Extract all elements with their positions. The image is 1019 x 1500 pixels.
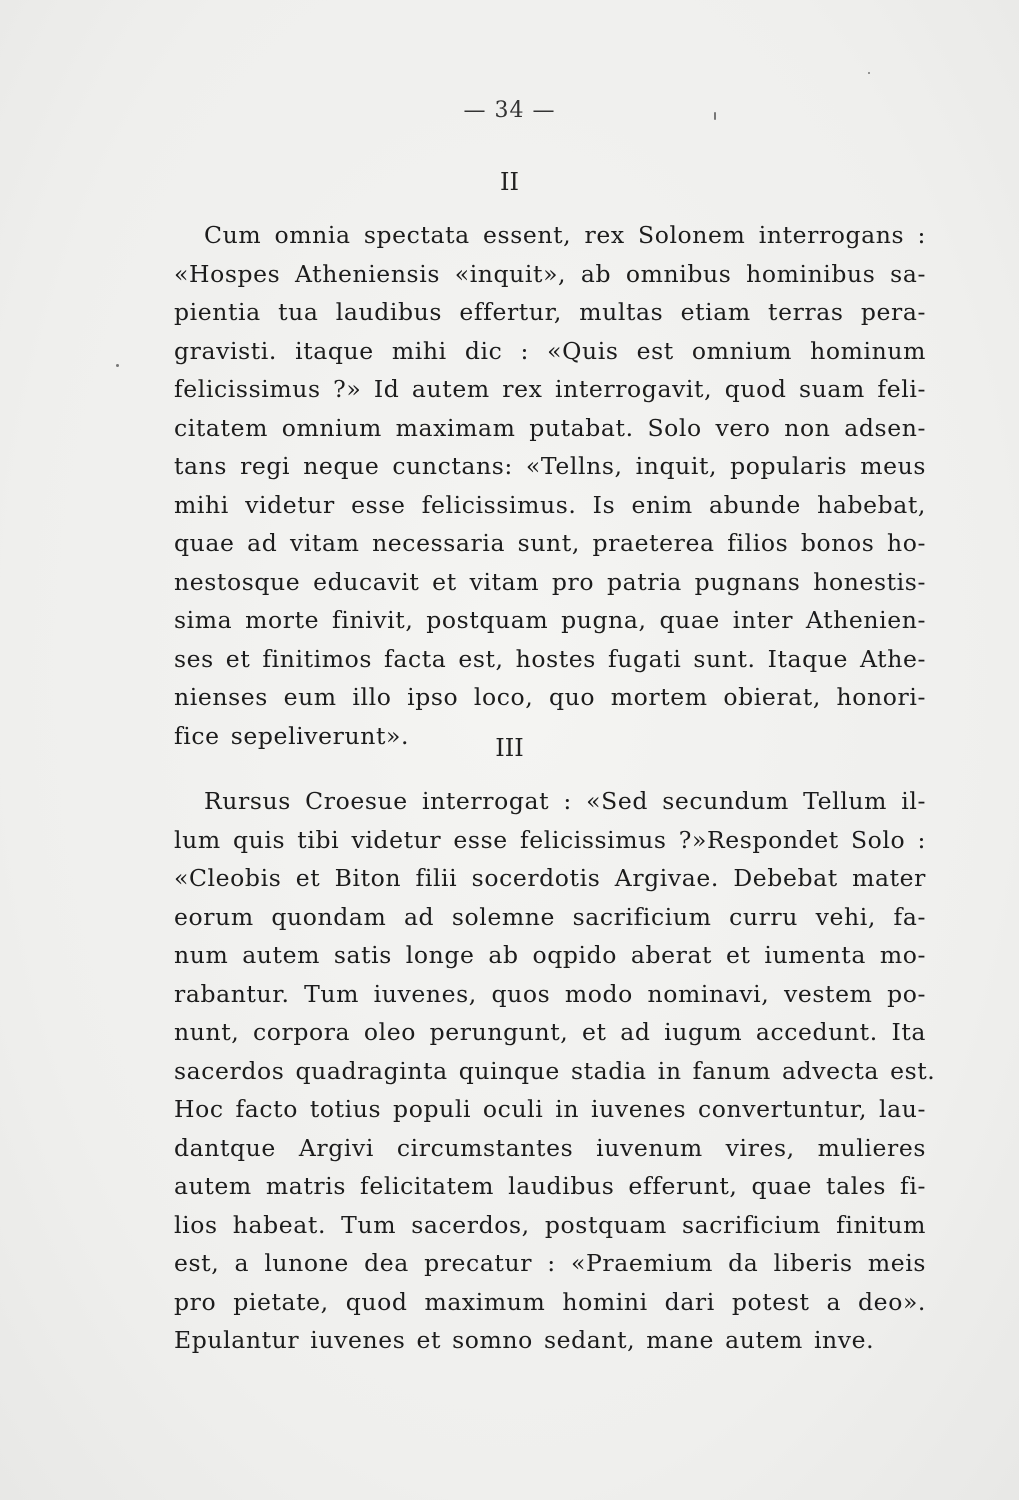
paper-speck bbox=[116, 364, 119, 367]
text-line: Hoc facto totius populi oculi in iuvenes convertuntur, lau- bbox=[174, 1095, 926, 1123]
text-line: quae ad vitam necessaria sunt, praeterea filios bonos ho- bbox=[174, 529, 926, 557]
text-line: num autem satis longe ab oqpido aberat et iumenta mo- bbox=[174, 941, 926, 969]
text-line: autem matris felicitatem laudibus efferunt, quae tales fi- bbox=[174, 1172, 926, 1200]
section-heading-iii: III bbox=[495, 734, 524, 762]
text-line: felicissimus ?» Id autem rex interrogavit, quod suam feli- bbox=[174, 375, 926, 403]
text-line: citatem omnium maximam putabat. Solo vero non adsen- bbox=[174, 413, 926, 442]
text-line: rabantur. Tum iuvenes, quos modo nominavi, vestem po- bbox=[174, 979, 926, 1008]
text-line: nestosque educavit et vitam pro patria pugnans honestis- bbox=[174, 567, 926, 596]
paper-speck bbox=[714, 112, 716, 120]
text-line: nienses eum illo ipso loco, quo mortem obierat, honori- bbox=[174, 683, 926, 711]
text-line: eorum quondam ad solemne sacrificium curru vehi, fa- bbox=[174, 902, 926, 931]
text-line: ses et finitimos facta est, hostes fugati sunt. Itaque Athe- bbox=[174, 644, 926, 673]
text-line: «Hospes Atheniensis «inquit», ab omnibus hominibus sa- bbox=[174, 259, 926, 288]
section-ii-text bbox=[174, 216, 926, 755]
text-line: lum quis tibi videtur esse felicissimus ?»Respondet Solo : bbox=[174, 825, 926, 854]
text-line: nunt, corpora oleo perungunt, et ad iugum accedunt. Ita bbox=[174, 1018, 926, 1046]
text-line: dantque Argivi circumstantes iuvenum vires, mulieres bbox=[174, 1133, 926, 1162]
text-line: lios habeat. Tum sacerdos, postquam sacrificium finitum bbox=[174, 1210, 926, 1239]
text-line: sacerdos quadraginta quinque stadia in fanum advecta est. bbox=[174, 1056, 936, 1085]
text-line: Cum omnia spectata essent, rex Solonem interrogans : bbox=[204, 221, 926, 249]
text-line: gravisti. itaque mihi dic : «Quis est omnium hominum bbox=[174, 336, 926, 365]
text-line: Epulantur iuvenes et somno sedant, mane autem inve. bbox=[174, 1326, 875, 1354]
text-line: pro pietate, quod maximum homini dari potest a deo». bbox=[174, 1287, 926, 1316]
section-heading-ii: II bbox=[500, 168, 519, 196]
text-line: mihi videtur esse felicissimus. Is enim abunde habebat, bbox=[174, 490, 926, 519]
text-line: sima morte finivit, postquam pugna, quae inter Athenien- bbox=[174, 606, 926, 634]
text-line: est, a lunone dea precatur : «Praemium da liberis meis bbox=[174, 1249, 926, 1277]
text-line: «Cleobis et Biton filii socerdotis Argivae. Debebat mater bbox=[174, 864, 926, 892]
section-iii-text bbox=[174, 782, 936, 1360]
text-line: pientia tua laudibus effertur, multas etiam terras pera- bbox=[174, 298, 926, 326]
text-line: tans regi neque cunctans: «Tellns, inquit, popularis meus bbox=[174, 452, 926, 480]
text-line: Rursus Croesue interrogat : «Sed secundum Tellum il- bbox=[204, 787, 926, 815]
page-number: — 34 — bbox=[463, 98, 556, 123]
paper-speck bbox=[868, 72, 870, 74]
text-line: fice sepeliverunt». bbox=[174, 721, 410, 750]
